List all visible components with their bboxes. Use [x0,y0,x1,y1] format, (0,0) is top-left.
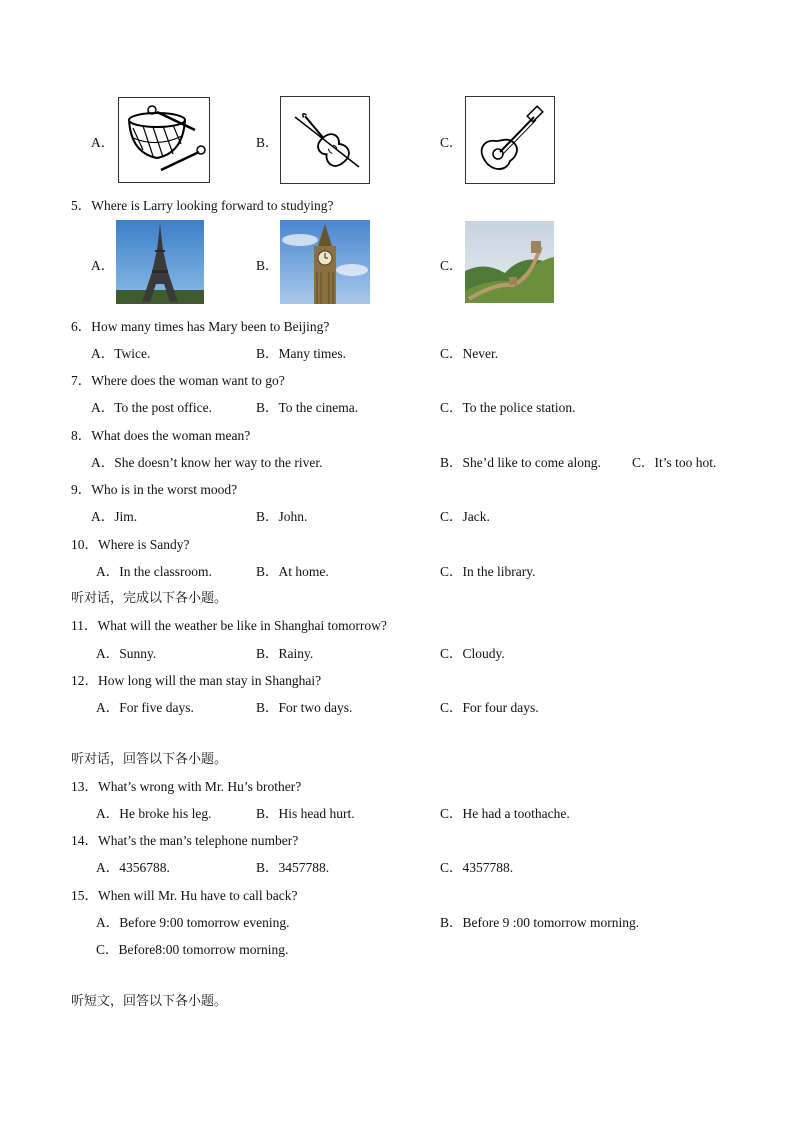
q9-option-a: A．Jim. [91,509,138,524]
great-wall-photo [465,221,554,303]
drum-icon [118,97,210,183]
q15-option-a: A．Before 9:00 tomorrow evening. [96,915,290,930]
q13-option-b: B．His head hurt. [256,806,355,821]
big-ben-photo [280,220,370,304]
q15-option-c: C．Before8:00 tomorrow morning. [96,942,289,957]
q9-question: 9．Who is in the worst mood? [71,482,238,497]
q11-question: 11．What will the weather be like in Shanghai tomorrow? [71,618,387,633]
q10-option-a: A．In the classroom. [96,564,212,579]
q15-option-b: B．Before 9 :00 tomorrow morning. [440,915,640,930]
q7-question: 7．Where does the woman want to go? [71,373,285,388]
q4-option-a-label: A． [91,135,115,150]
q12-option-b: B．For two days. [256,700,353,715]
q14-option-a: A．4356788. [96,860,170,875]
q7-option-b: B．To the cinema. [256,400,359,415]
q9-option-b: B．John. [256,509,308,524]
eiffel-tower-photo [116,220,204,304]
guitar-icon [465,96,555,184]
q12-question: 12．How long will the man stay in Shanghai? [71,673,322,688]
q8-question: 8．What does the woman mean? [71,428,251,443]
q6-option-b: B．Many times. [256,346,346,361]
q11-option-a: A．Sunny. [96,646,157,661]
q10-option-b: B．At home. [256,564,329,579]
q8-option-c: C．It’s too hot. [632,455,717,470]
q14-option-c: C．4357788. [440,860,514,875]
q5-option-a-label: A． [91,258,115,273]
q15-question: 15．When will Mr. Hu have to call back? [71,888,298,903]
q6-question: 6．How many times has Mary been to Beijing? [71,319,330,334]
q7-option-c: C．To the police station. [440,400,576,415]
q4-option-c-label: C． [440,135,463,150]
section-heading-1: 听对话，完成以下各小题。 [71,591,228,606]
q5-question: 5．Where is Larry looking forward to studying? [71,198,334,213]
q6-option-c: C．Never. [440,346,499,361]
q5-option-b-label: B． [256,258,279,273]
q10-option-c: C．In the library. [440,564,536,579]
q14-option-b: B．3457788. [256,860,330,875]
q13-option-c: C．He had a toothache. [440,806,570,821]
q13-option-a: A．He broke his leg. [96,806,212,821]
q6-option-a: A．Twice. [91,346,151,361]
q14-question: 14．What’s the man’s telephone number? [71,833,299,848]
q7-option-a: A．To the post office. [91,400,213,415]
q11-option-b: B．Rainy. [256,646,314,661]
violin-icon [280,96,370,184]
q12-option-a: A．For five days. [96,700,194,715]
q5-option-c-label: C． [440,258,463,273]
q13-question: 13．What’s wrong with Mr. Hu’s brother? [71,779,302,794]
q11-option-c: C．Cloudy. [440,646,505,661]
section-heading-2: 听对话，回答以下各小题。 [71,752,228,767]
q12-option-c: C．For four days. [440,700,539,715]
section-heading-3: 听短文，回答以下各小题。 [71,994,228,1009]
q4-option-b-label: B． [256,135,279,150]
q8-option-a: A．She doesn’t know her way to the river. [91,455,323,470]
q9-option-c: C．Jack. [440,509,490,524]
q10-question: 10．Where is Sandy? [71,537,190,552]
q8-option-b: B．She’d like to come along. [440,455,601,470]
